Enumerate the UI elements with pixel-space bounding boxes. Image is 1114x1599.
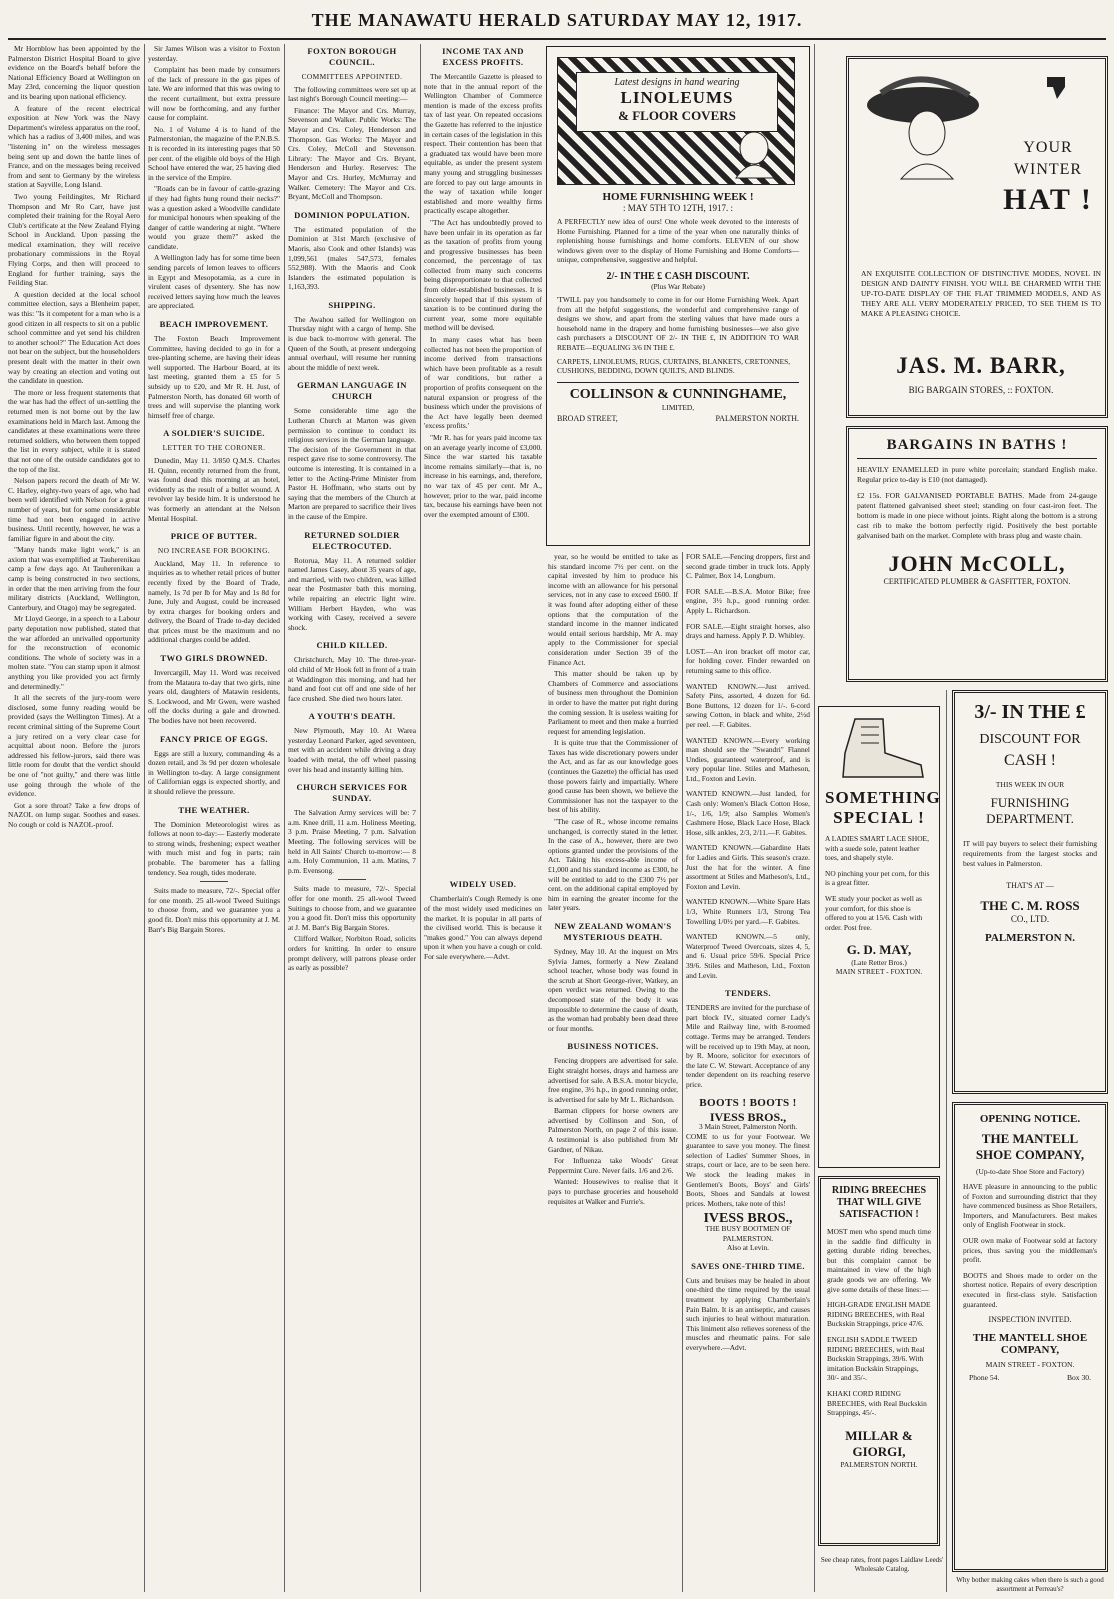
address-town: PALMERSTON NORTH. — [715, 413, 799, 423]
ad-title: HOME FURNISHING WEEK ! — [602, 191, 754, 203]
article-paragraph: The Foxton Beach Improvement Committee, having decided to go in for a tree-planting scheme, are having their ideas well supported. The Harbour Board, at its last meeting, granted them a £5 for 5 subsidy up to £20, and Mr R. H. Just, of Palmerston North, has donated 60 worth of trees and will supervise the planting work himself free of charge. — [148, 334, 280, 420]
article-paragraph: Dunedin, May 11. 3/850 Q.M.S. Charles H. Quinn, recently returned from the front, was found dead this morning at an hotel, evidently as the result of a bullet wound. A revolver lay beside him. It is understood he was formerly an attendant at the Nelson Mental Hospital. — [148, 455, 280, 523]
article-paragraph: The Salvation Army services will be: 7 a.m. Knee drill, 11 a.m. Holiness Meeting, 3 p.m. Praise Meeting, 7 p.m. Salvation Meeting. The following services will be held in All Saints' Church to-morrow:— 8 a.m. Holy Communion, 11 a.m. Matins, 7 p.m. Evensong. — [288, 808, 416, 875]
article-heading: BEACH IMPROVEMENT. — [159, 319, 269, 330]
column-5 — [548, 552, 678, 1592]
shoe-body-2: NO pinching your pet corn, for this is a great fitter. — [825, 868, 930, 888]
article-paragraph: Fencing droppers are advertised for sale. Eight straight horses, drays and harness are advertised for sale. A B.S.A. motor bicycle, free engine, 3½ h.p., in good running order, is advertised for sale by Mr L. Richardson. — [548, 1056, 678, 1104]
article-heading: THE WEATHER. — [178, 804, 250, 815]
discount-line: FURNISHING — [990, 795, 1070, 810]
article-paragraph: For Influenza take Woods' Great Peppermint Cure. Never fails. 1/6 and 2/6. — [548, 1156, 678, 1175]
article-paragraph: The following committees were set up at last night's Borough Council meeting:— — [288, 84, 416, 104]
article-heading: FANCY PRICE OF EGGS. — [160, 733, 268, 744]
article-subheading: NO INCREASE FOR BOOKING. — [157, 546, 271, 556]
article-paragraph: The more or less frequent statements that the war has had the effect of un-settling the returned men is not borne out by the law examinations held in March last. Among the candidates at these examinations were three returned soldiers, who between them topped the list in every subject, while it is stated that not one of the outside candidates got to the top of the list. — [8, 387, 140, 474]
article-paragraph: Got a sore throat? Take a few drops of NAZOL on lump sugar. Soothes and eases. No cough or cold is NAZOL-proof. — [8, 800, 140, 829]
article-paragraph: Suits made to measure, 72/-. Special offer for one month. 25 all-wool Tweed Suitings to choose from, and we guarantee you a good fit. Don't miss this opportunity at J. M. Barr's Big Bargain Stores. — [288, 884, 416, 932]
article-paragraph: It all the secrets of the jury-room were disclosed, some funny reading would be provided (says the Wellington Times). At a recent criminal sitting of the Supreme Court a jury retired on a very clear case for acquittal about noon. Before the jurors addressed his fellow-jurors, said there was little room for doubt that the verdict should be one of "not guilty," and there was little use going through the whole of the evidence. — [8, 693, 140, 799]
mantell-phone: Phone 54. — [969, 1373, 1000, 1383]
column-1 — [8, 44, 140, 1592]
article-paragraph: Christchurch, May 10. The three-year-old child of Mr Hook fell in front of a train at Waddington this morning, and had her hand and foot cut off and one side of her face crushed. She died two hours later. — [288, 655, 416, 703]
hat-line-1: YOUR — [1023, 139, 1073, 156]
article-paragraph: A feature of the recent electrical exposition at New York was the Navy Department's wireless apparatus on the roof, which has a radius of 3,400 miles, and was "listening in" on the wireless messages being sent up and down the battle lines of France, and on the messages being received from and sent to Germany by the wireless station at Sayville, Long Island. — [8, 103, 140, 190]
article-heading: SHIPPING. — [328, 299, 376, 310]
classified-ad: WANTED KNOWN.—Just arrived. Safety Pins, assorted, 4 dozen for 6d. Bone Buttons, 12 dozen for 1/-. 6-cord sewing Cotton, in black and white, 2½d per reel. —F. Gabites. — [686, 681, 810, 729]
divider — [557, 382, 799, 383]
shoe-body: A LADIES SMART LACE SHOE, with a suede sole, patent leather toes, and shapely style. — [825, 834, 929, 863]
tenders-heading: TENDERS. — [725, 988, 771, 999]
discount-firm: THE C. M. ROSS — [980, 898, 1080, 913]
discount-line: DISCOUNT FOR — [979, 732, 1081, 747]
cakes-notice: Why bother making cakes when there is such a good assortment at Perreau's? — [956, 1576, 1104, 1593]
baths-body: £2 15s. FOR GALVANISED PORTABLE BATHS. Made from 24-gauge patent flattened galvanised sheet steel; standing on four cast-iron feet. The bottom is made in one piece without joints. Right along the bottom is a strong cast rib to make the bottom perfectly rigid. Positively the best portable galvanised bath on the market. Complete with brass plug and waste chain. — [857, 491, 1097, 540]
ivess-firm-2: IVESS BROS., — [703, 1211, 793, 1227]
classified-ad: FOR SALE.—B.S.A. Motor Bike; free engine, 3½ h.p., good running order. Apply L. Richardson. — [686, 586, 810, 615]
baths-ad — [846, 426, 1108, 682]
hat-lady-icon — [861, 71, 981, 181]
hat-firm-sub: BIG BARGAIN STORES, :: FOXTON. — [908, 385, 1054, 395]
mantell-address: MAIN STREET - FOXTON. — [985, 1360, 1075, 1370]
article-paragraph: Finance: The Mayor and Crs. Murray, Stevenson and Walker. Public Works: The Mayor and Crs. Coley, Henderson and Thompson. Gas Works: The Mayor and Crs. Coley, McColl and Stevenson. Library: The Mayor and Crs. Bryant, Henderson and Hurley. Reserves: The Mayor and Crs. Hurley, McMurray and Walker. Cemetery: The Mayor and Crs. Bryant, McColl and Thompson. — [288, 105, 416, 202]
shoe-firm-address: MAIN STREET - FOXTON. — [835, 967, 923, 977]
discount-address: PALMERSTON N. — [984, 932, 1076, 944]
article-heading: A SOLDIER'S SUICIDE. — [163, 428, 265, 439]
baths-firm: JOHN McCOLL, — [888, 551, 1066, 576]
classified-ad: FOR SALE.—Eight straight horses, also drays and harness. Apply P. D. Whibley. — [686, 621, 810, 641]
article-heading: INCOME TAX AND EXCESS PROFITS. — [442, 46, 524, 67]
home-furnishing-ad — [546, 46, 810, 546]
classified-ad: FOR SALE.—Fencing droppers, first and second grade timber in truck lots. Apply C. Palmer, Box 14, Longburn. — [686, 552, 810, 581]
article-paragraph: Barman clippers for horse owners are advertised by Collinson and Son, of Palmerston North, on page 2 of this issue. A testimonial is also published from Mr Gardner, of Nikau. — [548, 1106, 678, 1154]
hat-heading — [989, 139, 1107, 217]
mantell-heading: OPENING NOTICE. — [979, 1113, 1081, 1125]
article-paragraph: It is quite true that the Commissioner of Taxes has wide discretionary powers under the Act, and as far as our knowledge goes (continues the Gazette) the official has used those powers fairly and impartially. Where good cause has been shown, we believe the Commissioner has not the taxpayer to the best of his ability. — [548, 738, 678, 815]
classified-ad: WANTED KNOWN.—Gabardine Hats for Ladies and Girls. This season's craze. Just the hat for the winter. A fine assortment at Stiles and Matheson's, Ltd., Foxton and Levin. — [686, 843, 810, 891]
column-rule — [284, 44, 285, 1592]
article-paragraph: Complaint has been made by consumers of the lack of pressure in the gas pipes of late. We are informed that this was owing to the recent curtailment, but extra pressure will now be forthcoming, and any further cause for complaint. — [148, 65, 280, 123]
article-paragraph: Two young Feildingites, Mr Richard Thompson and Mr Ro Carr, have just completed their training for the Royal Aero Club's certificate at the New Zealand Flying School in Auckland. Upon passing the medical examination, they will receive probationary commissions in the Royal Flying Corps, and then will proceed to England for further training, says the Feilding Star. — [8, 191, 140, 288]
article-heading: CHURCH SERVICES FOR SUNDAY. — [296, 782, 408, 804]
column-4 — [424, 44, 542, 1592]
riding-item: ENGLISH SADDLE TWEED RIDING BREECHES, with Real Buckskin Strappings, 39/6. With imitation Buckskin Strappings, 30/- and 35/-. — [827, 1334, 925, 1383]
riding-firm: MILLAR & GIORGI, — [845, 1427, 913, 1459]
tenders-notice: TENDERS are invited for the purchase of part block IV., situated corner Lady's Mile and Railway line, with 8-roomed cottage. Terms may be arranged. Tenders will be received up to 19th May, at noon, by R. Moore, solicitor for executors of the late C. W. Stewart. Acceptance of any tender dependent on its reaching reserve price. — [686, 1003, 810, 1089]
mantell-contact — [963, 1373, 1097, 1382]
ad-discount-note: (Plus War Rebate) — [651, 281, 705, 291]
article-paragraph: Eggs are still a luxury, commanding 4s a dozen retail, and 3s 9d per dozen wholesale in Wellington to-day. A large consignment of Californian eggs is expected shortly, and it should relieve the pressure. — [148, 748, 280, 796]
masthead-rule — [8, 38, 1106, 40]
banner-line-1: Latest designs in hand wearing — [614, 77, 740, 88]
classified-ad: WANTED KNOWN.—5 only, Waterproof Tweed Overcoats, sizes 4, 5, and 6. Usual price 59/6. Special Price 39/6. Stiles and Matheson, Ltd., Foxton and Levin. — [686, 932, 810, 980]
article-heading: WIDELY USED. — [449, 879, 517, 890]
article-paragraph: Some considerable time ago the Lutheran Church at Marton was given permission to continue to conduct its religious services in the German language. The decision of the Government in that respect gave rise to some controversy. The outcome is interesting. It is contained in a letter to the Acting-Prime Minister from Pastor H. Hoffmann, who starts out by saying that the members of the Church at Marton are prepared to sacrifice their lives in the cause of the Empire. — [288, 406, 416, 521]
article-paragraph: Nelson papers record the death of Mr W. C. Harley, eighty-two years of age, who had been well identified with Nelson for a great number of years, but for some considerable time had not been engaged in active business. Until recently, however, he was a familiar figure in and about the city. — [8, 476, 140, 543]
discount-line: DEPARTMENT. — [986, 811, 1074, 826]
column-3 — [288, 44, 416, 1592]
discount-ad — [952, 690, 1108, 1094]
riding-item: KHAKI CORD RIDING BREECHES, with Real Buckskin Strappings, 45/-. — [827, 1388, 927, 1418]
article-heading: BUSINESS NOTICES. — [567, 1041, 659, 1052]
linoleum-pattern-banner — [557, 57, 795, 185]
classified-ad: WANTED KNOWN.—Just landed, for Cash only: Women's Black Cotton Hose, 1/-, 1/6, 1/9; also Samples Women's Cashmere Hose, Black Lace Hose, Black Hose, silk ankles, 2/3, 2/11.—F. Gabites. — [686, 789, 810, 837]
article-paragraph: Mr Lloyd George, in a speech to a Labour party deputation now published, stated that the war afforded an unrivalled opportunity for the reconstruction of economic conditions. The whole of society was in a molten state. "You can stamp upon it almost anything you like provided you act firmly and determinedly." — [8, 614, 140, 691]
discount-firm-2: CO., LTD. — [1010, 914, 1050, 924]
woman-portrait-icon — [718, 128, 788, 180]
riding-breeches-ad — [818, 1176, 940, 1546]
shoe-firm-sub: (Late Retter Bros.) — [851, 958, 907, 968]
article-heading: RETURNED SOLDIER ELECTROCUTED. — [304, 529, 400, 551]
classified-ad: LOST.—An iron bracket off motor car, for holding cover. Finder rewarded on returning same to this office. — [686, 646, 810, 675]
linoleum-banner-text — [576, 72, 778, 132]
article-paragraph: Clifford Walker, Norbiton Road, solicits orders for knitting. In order to ensure prompt delivery, will patrons please order as early as possible? — [288, 934, 416, 973]
ad-body: A PERFECTLY new idea of ours! One whole week devoted to the interests of Home Furnishing. Planned for a time of the year when one naturally thinks of replenishing house furnishings and home comforts. ELEVEN of our show windows given over to the display of Home Furnishing and Home Comforts—unique, comprehensive, suggestive and helpful. — [557, 217, 799, 265]
article-paragraph: Invercargill, May 11. Word was received from the Mataura to-day that two girls, nine years old, daughters of Matawin residents, S. Lockwood, and Mr Gwen, were washed off the docks during a gale and drowned. The bodies have not been recovered. — [148, 668, 280, 726]
article-paragraph: "Many hands make light work," is an axiom that was exemplified at Tauherenikau camp a few days ago. At Tauherenikau a camp is being constructed in two sections, in order that the men arriving from the four military districts (Auckland, Wellington, Canterbury, and Otago) may be segregated. — [8, 545, 140, 612]
classified-ad: WANTED KNOWN.—Every working man should see the "Swandri" Flannel Undies, guaranteed waterproof, and is very popular line. Stiles and Matheson, Ltd., Foxton and Levin. — [686, 735, 810, 783]
pointing-hand-icon — [1043, 73, 1073, 101]
ivess-tagline: THE BUSY BOOTMEN OF PALMERSTON. — [705, 1224, 791, 1243]
riding-address: PALMERSTON NORTH. — [840, 1459, 918, 1469]
article-paragraph: "The case of R., whose income remains unchanged, is correctly stated in the letter. In the case of A., however, there are two options granted under the provisions of the Act. Taking his excess-able income of £1,000 and his standard income as £300, he will be entitled to add to the £300 7½ per cent. on the additional capital employed by him in earning the greater income for the later years. — [548, 817, 678, 913]
article-heading: NEW ZEALAND WOMAN'S MYSTERIOUS DEATH. — [554, 920, 672, 942]
shoe-firm: G. D. MAY, — [846, 942, 912, 958]
discount-heading: 3/- IN THE £ — [974, 701, 1086, 723]
masthead-title: THE MANAWATU HERALD SATURDAY MAY 12, 1917. — [311, 10, 803, 30]
article-heading: GERMAN LANGUAGE IN CHURCH — [297, 380, 407, 402]
home-furnishing-text — [557, 191, 799, 423]
column-6-classifieds — [686, 552, 810, 1592]
ad-firm-sub: LIMITED, — [661, 402, 695, 412]
article-paragraph: New Plymouth, May 10. At Warea yesterday Leonard Parker, aged seventeen, met with an accident while driving a dray loaded with metal, the off wheel passing over his head and instantly killing him. — [288, 726, 416, 774]
boots-heading: BOOTS ! BOOTS ! — [699, 1096, 797, 1109]
article-paragraph: A question decided at the local school committee election, says a Blenheim paper, was this: "Is it competent for a man who is a good citizen in all respects to sit on a public school committee and yet send his children to another school?" The Education Act does not bear on the subject, but the householders present dealt with the matter in their own way by creating an election and voting out the candidate in question. — [8, 289, 140, 386]
baths-firm-sub: CERTIFICATED PLUMBER & GASFITTER, FOXTON. — [883, 577, 1071, 586]
article-heading: FOXTON BOROUGH COUNCIL. — [307, 46, 397, 67]
article-paragraph: The estimated population of the Dominion at 31st March (exclusive of Maoris, also Cook and other Islands) was 1,099,561 (males 547,573, females 552,988). With the Maoris and Cook Islanders the estimated population is 1,163,393. — [288, 224, 416, 292]
divider — [338, 879, 366, 880]
article-paragraph: "Roads can be in favour of cattle-grazing if they had fights hung round their necks?" was a question asked a Woodville candidate for municipal honours when speaking of the danger of cattle wandering at night. "Where would you graze them?" asked the candidate. — [148, 184, 280, 251]
ivess-also: Also at Levin. — [726, 1243, 770, 1253]
article-heading: PRICE OF BUTTER. — [170, 531, 258, 542]
article-heading: A YOUTH'S DEATH. — [308, 711, 396, 722]
article-paragraph: Sydney, May 10. At the inquest on Mrs Sylvia James, formerly a New Zealand school teacher, whose body was found in the scrub at Short George-river, Watkey, an open verdict was returned. Owing to the decomposed state of the body it was impossible to determine the cause of death, as the woman had probably been dead three or four months. — [548, 946, 678, 1033]
ad-discount: 2/- IN THE £ CASH DISCOUNT. — [606, 270, 750, 282]
article-paragraph: year, so he would be entitled to take as his standard income 7½ per cent. on the capital invested by him to produce his income with an allowance for his personal services, not in any case to exceed £600. If it was found after adopting either of these options that the computation of the standard income in the manner indicated would entail serious hardship, Mr A. may apply to the Commissioner for special consideration under Section 39 of the Finance Act. — [548, 552, 678, 667]
article-paragraph: The Dominion Meteorologist wires as follows at noon to-day:— Easterly moderate to strong winds, freshening; expect weather with much mist and fog in parts; rain probable. The barometer has a falling tendency. Sea rough, tides moderate. — [148, 819, 280, 877]
mantell-box: Box 30. — [1066, 1373, 1091, 1383]
article-paragraph: "The Act has undoubtedly proved to have been unfair in its operation as far as the taxation of profits from young and progressive businesses has been concerned, the percentage of tax collected from many such concerns being disproportionate to that collected from older-established businesses. It is sincerely hoped that if this system of taxation is to be continued during the current year, some more equitable method will be devised. — [424, 217, 542, 333]
saves-body: Cuts and bruises may be healed in about one-third the time required by the usual treatment by applying Chamberlain's Pain Balm. It is an antiseptic, and causes such injuries to heal without maturation. This liniment also relieves soreness of the muscles and rheumatic pains. For sale everywhere.—Advt. — [686, 1275, 810, 1352]
ivess-address: 3 Main Street, Palmerston North. — [698, 1122, 798, 1132]
article-paragraph: No. 1 of Volume 4 is to hand of the Palmerstonian, the magazine of the P.N.B.S. It is recorded in its interesting pages that 50 per cent. of the eligible old boys of the High School have entered the war, 25 having died in the service of the Empire. — [148, 124, 280, 182]
discount-line: THIS WEEK IN OUR — [995, 780, 1065, 789]
ad-firm: COLLINSON & CUNNINGHAME, — [569, 386, 787, 402]
winter-hat-ad — [846, 56, 1108, 418]
article-heading: CHILD KILLED. — [316, 640, 388, 651]
riding-heading: RIDING BREECHES THAT WILL GIVE SATISFACTION ! — [831, 1185, 927, 1220]
mantell-shoe-ad — [952, 1102, 1108, 1572]
riding-body: MOST men who spend much time in the saddle find difficulty in getting durable riding breeches, but this complaint cannot be maintained in view of the high grade goods we are offering. We give some details of these lines:— — [827, 1227, 931, 1294]
article-paragraph: The Mercantile Gazette is pleased to note that in the annual report of the Wellington Chamber of Commerce mention is made of the excess profits tax of last year. On repeated occasions the Gazette has referred to the injustice in certain cases of the legislation in this respect. Their contention has been that a graduated tax would have been more equitable, as under the present system many young and struggling businesses are forced to pay out large amounts in the way of taxation while longer established and more wealthy firms practically escape altogether. — [424, 72, 542, 216]
article-paragraph: A Wellington lady has for some time been sending parcels of lemon leaves to officers in Egypt and Mesopotamia, as a cure in virulent cases of dysentery. She has now received letters saying how much the leaves are appreciated. — [148, 253, 280, 311]
article-heading: DOMINION POPULATION. — [294, 209, 410, 220]
article-subheading: LETTER TO THE CORONER. — [162, 443, 266, 453]
ad-dates: : MAY 5TH TO 12TH, 1917. : — [622, 203, 733, 213]
shoe-ad — [818, 706, 940, 1168]
mantell-body: OUR own make of Footwear sold at factory prices, thus saving you the middleman's profit. — [963, 1235, 1097, 1265]
article-paragraph: "Mr R. has for years paid income tax on an average yearly income of £3,000. Since the war started his taxable income remains similarly—that is, no increase in his earnings, and, therefore, no war tax of 45 per cent. Mr A., however, prior to the war, paid income tax, because his earnings have been not over the exempted amount of £300. — [424, 432, 542, 519]
column-2 — [148, 44, 280, 1592]
column-rule — [814, 44, 815, 1592]
column-rule — [682, 552, 683, 1592]
hat-firm: JAS. M. BARR, — [896, 353, 1066, 378]
catalog-notice: See cheap rates, front pages Laidlaw Leeds' Wholesale Catalog. — [820, 1556, 944, 1573]
mantell-firm: THE MANTELL SHOE COMPANY, — [975, 1131, 1085, 1162]
mantell-body: HAVE pleasure in announcing to the public of Foxton and surrounding district that they have commenced business as Shoe Retailers, Importers, and Manufacturers. Best makes only of English Footwear in stock. — [963, 1182, 1097, 1230]
boot-icon — [825, 713, 933, 783]
saves-heading: SAVES ONE-THIRD TIME. — [691, 1260, 805, 1271]
mantell-firm-2: THE MANTELL SHOE COMPANY, — [972, 1332, 1088, 1357]
address-street: BROAD STREET, — [557, 413, 618, 423]
banner-line-3: & FLOOR COVERS — [618, 108, 736, 123]
article-paragraph: This matter should be taken up by Chambers of Commerce and associations of business men throughout the Dominion in order to have the matter put right during the coming session. It is useless waiting for Parliament to meet and then make a hurried request for amending legislation. — [548, 669, 678, 736]
discount-body: IT will pay buyers to select their furnishing requirements from the largest stocks and best values in Palmerston. — [963, 839, 1097, 868]
column-rule — [420, 44, 421, 1592]
article-paragraph: Chamberlain's Cough Remedy is one of the most widely used medicines on the market. It is popular in all parts of the civilised world. This is because it "makes good." You can always depend upon it when you have a cough or cold. For sale everywhere.—Advt. — [424, 894, 542, 961]
baths-heading: BARGAINS IN BATHS ! — [857, 437, 1097, 459]
article-paragraph: In many cases what has been collected has not been the proportion of income derived from transactions which have been profitable as a result of war conditions, but rather a proportion of profits consequent on the natural expansion or progress of the business which under the provisions of the Act have legally been deemed 'excess profits.' — [424, 335, 542, 431]
hat-body: AN EXQUISITE COLLECTION OF DISTINCTIVE MODES, NOVEL IN DESIGN AND DAINTY FINISH. YOU WILL BE CHARMED WITH THE UP-TO-DATE DISPLAY OF THE FLAT TRIMMED MODELS, AND AS THEY ARE ALL VERY MODERATELY PRICED, TO SEE THEM IS TO MAKE A PLEASING CHOICE. — [861, 269, 1101, 318]
article-heading: TWO GIRLS DROWNED. — [160, 653, 268, 664]
article-paragraph: Sir James Wilson was a visitor to Foxton yesterday. — [148, 44, 280, 63]
banner-line-2: LINOLEUMS — [620, 88, 734, 107]
article-subheading: COMMITTEES APPOINTED. — [301, 72, 403, 81]
riding-item: HIGH-GRADE ENGLISH MADE RIDING BREECHES, with Real Buckskin Strappings, price 47/6. — [827, 1300, 931, 1329]
mantell-body: BOOTS and Shoes made to order on the shortest notice. Repairs of every description executed in first-class style. Satisfaction guaranteed. — [963, 1270, 1097, 1309]
ivess-body: COME to us for your Footwear. We guarantee to save you money. The finest selection of Ladies' Summer Shoes, in straps, court or lace, are to be seen here. We stock the leading makes in Gentlemen's Boots, Boys' and Girls' Boots, Shoes and Sandals at lowest prices. Mothers, take note of this! — [686, 1131, 810, 1208]
hat-line-3: HAT ! — [1003, 183, 1093, 216]
hat-line-2: WINTER — [1013, 161, 1083, 178]
ad-body: 'TWILL pay you handsomely to come in for our Home Furnishing Week. Apart from all the helpful suggestions, the wonderful and comprehensive range of designs we show, and apart from the sterling values that have made ours a household name in the drapery and home furnishing businesses—we also give cash purchasers a DISCOUNT OF 2/- IN THE £, IN ADDITION TO WAR REBATE—EQUALING 3/6 IN THE £. — [557, 294, 799, 352]
classified-ad: WANTED KNOWN.—White Spare Hats 1/3, White Runners 1/3, Strong Tea Towelling 1/0½ per yard.—F. Gabites. — [686, 897, 810, 926]
discount-line: CASH ! — [1003, 752, 1056, 769]
divider — [200, 881, 228, 882]
article-paragraph: Wanted: Housewives to realise that it pays to purchase groceries and household requisites at Walker and Furrie's. — [548, 1177, 678, 1206]
mantell-sub: (Up-to-date Shoe Store and Factory) — [976, 1167, 1084, 1176]
ad-items: CARPETS, LINOLEUMS, RUGS, CURTAINS, BLANKETS, CRETONNES, CUSHIONS, BEDDING, DOWN QUILTS, AND BLINDS. — [557, 356, 791, 376]
baths-body: HEAVILY ENAMELLED in pure white porcelain; standard English make. Regular price to-day is £10 (not damaged). — [857, 465, 1097, 484]
article-paragraph: Mr Hornblow has been appointed by the Palmerston District Hospital Board to give evidence on the Board's behalf before the National Efficiency Board at Wellington on May 23rd, concerning the liquor question and its bearing upon national efficiency. — [8, 44, 140, 101]
ad-address — [557, 414, 799, 423]
article-paragraph: Suits made to measure, 72/-. Special offer for one month. 25 all-wool Tweed Suitings to choose from, and we guarantee you a good fit. Don't miss this opportunity at J. M. Barr's Big Bargain Stores. — [148, 886, 280, 934]
mantell-invite: INSPECTION INVITED. — [988, 1315, 1072, 1325]
column-rule — [144, 44, 145, 1592]
article-paragraph: Rotorua, May 11. A returned soldier named James Casey, about 35 years of age, and married, with two children, was killed near the Postmaster bath this morning, while repairing an electric light wire. William Herbert Hayden, who was working with Casey, received a severe shock. — [288, 555, 416, 632]
ivess-firm: IVESS BROS., — [709, 1109, 787, 1124]
shoe-title: SOMETHING — [825, 788, 941, 807]
discount-at: THAT'S AT — — [1006, 881, 1054, 890]
shoe-body-3: WE study your pocket as well as your comfort, for this shoe is offered to you at 15/6. Cash with order. Post free. — [825, 893, 923, 932]
shoe-title-2: SPECIAL ! — [833, 808, 925, 827]
article-paragraph: Auckland, May 11. In reference to inquiries as to whether retail prices of butter recently fixed by the Board of Trade, namely, 1s 7d per lb for May and 1s 8d for June, July and August, could be increased by extra charges for booking orders and delivery, the Board of Trade to-day decided that prices must be the maximum and no additional charges could be added. — [148, 558, 280, 645]
article-paragraph: The Awahou sailed for Wellington on Thursday night with a cargo of hemp. She is due back to-morrow with general. The Queen of the South, at present undergoing annual overhaul, will resume her running about the middle of next week. — [288, 314, 416, 372]
column-rule — [946, 690, 947, 1592]
